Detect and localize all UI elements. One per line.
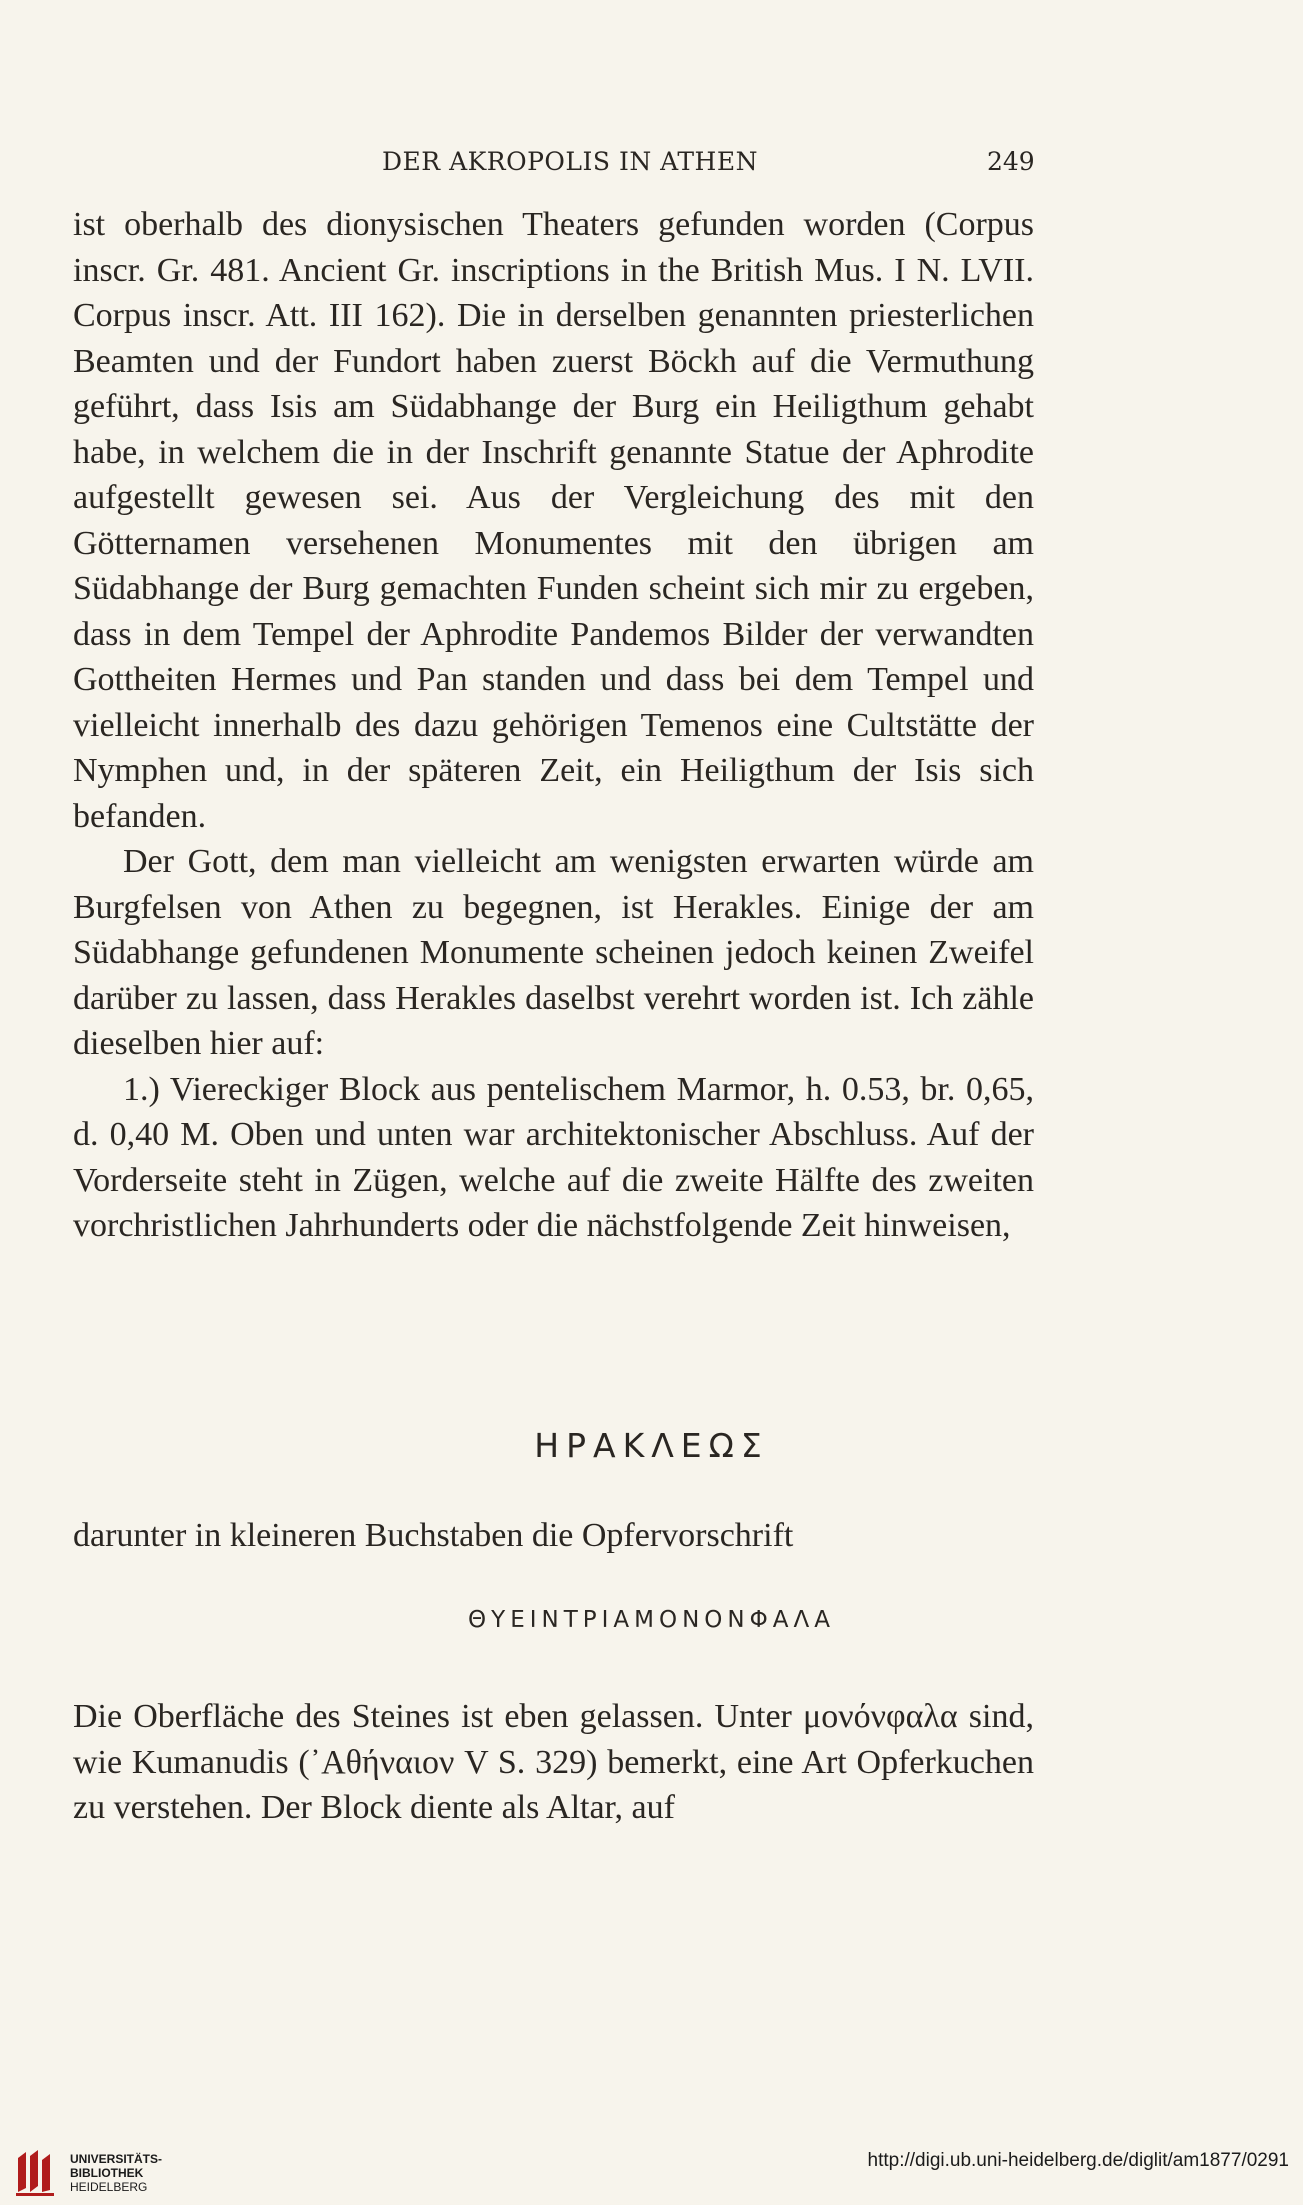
- page-number: 249: [987, 147, 1035, 176]
- library-emblem-icon: [12, 2148, 60, 2198]
- body-text-block-2: [73, 1513, 1034, 1559]
- paragraph-3: 1.) Viereckiger Block aus pentelischem Marmor, h. 0.53, br. 0,65, d. 0,40 M. Oben und unten war architektonischer Abschluss. Auf der Vorderseite steht in Zügen, welche auf die zweite Hälfte des zweiten vorchristlichen Jahrhunderts oder die nächstfolgende Zeit hinweisen,: [73, 1070, 1034, 1244]
- library-name: [70, 2152, 162, 2194]
- paragraph-5: Die Oberfläche des Steines ist eben gelassen. Unter μονόνφαλα sind, wie Kumanudis (᾿Αθήναιον V S. 329) bemerkt, eine Art Opferkuchen zu verstehen. Der Block diente als Altar, auf: [73, 1698, 1034, 1826]
- logo-line-3: HEIDELBERG: [70, 2180, 148, 2194]
- paragraph-2: Der Gott, dem man vielleicht am wenigsten erwarten würde am Burgfelsen von Athen zu begegnen, ist Herakles. Einige der am Südabhange gefundenen Monumente scheinen jedoch keinen Zweifel darüber zu lassen, dass Herakles daselbst verehrt worden ist. Ich zähle dieselben hier auf:: [73, 843, 1034, 1062]
- logo-line-2: BIBLIOTHEK: [70, 2166, 144, 2180]
- logo-line-1: UNIVERSITÄTS-: [70, 2152, 163, 2166]
- paragraph-1: ist oberhalb des dionysischen Theaters gefunden worden (Corpus inscr. Gr. 481. Ancient Gr. inscriptions in the British Mus. I N. LVII. Corpus inscr. Att. III 162). Die in derselben genannten priesterlichen Beamten und der Fundort haben zuerst Böckh auf die Vermuthung geführt, dass Isis am Südabhange der Burg ein Heiligthum gehabt habe, in welchem die in der Inschrift genannte Statue der Aphrodite aufgestellt gewesen sei. Aus der Vergleichung des mit den Götternamen versehenen Monumentes mit den übrigen am Südabhange der Burg gemachten Funden scheint sich mir zu ergeben, dass in dem Tempel der Aphrodite Pandemos Bilder der verwandten Gottheiten Hermes und Pan standen und dass bei dem Tempel und vielleicht innerhalb des dazu gehörigen Temenos eine Cultstätte der Nymphen und, in der späteren Zeit, ein Heiligthum der Isis sich befanden.: [73, 206, 1034, 835]
- body-text-block-1: [73, 202, 1034, 1249]
- body-text-block-3: [73, 1694, 1034, 1831]
- paragraph-4: darunter in kleineren Buchstaben die Opfervorschrift: [73, 1517, 794, 1554]
- source-url[interactable]: http://digi.ub.uni-heidelberg.de/diglit/am1877/0291: [867, 2150, 1289, 2171]
- running-title: DER AKROPOLIS IN ATHEN: [382, 147, 758, 176]
- library-logo: [12, 2148, 212, 2198]
- inscription-heracleos: ΗΡΑΚΛΕΩΣ: [534, 1426, 769, 1465]
- inscription-sacrifice-rule: ΘΥΕΙΝΤΡΙΑΜΟΝΟΝΦΑΛΑ: [468, 1607, 835, 1633]
- running-head: [0, 147, 1303, 187]
